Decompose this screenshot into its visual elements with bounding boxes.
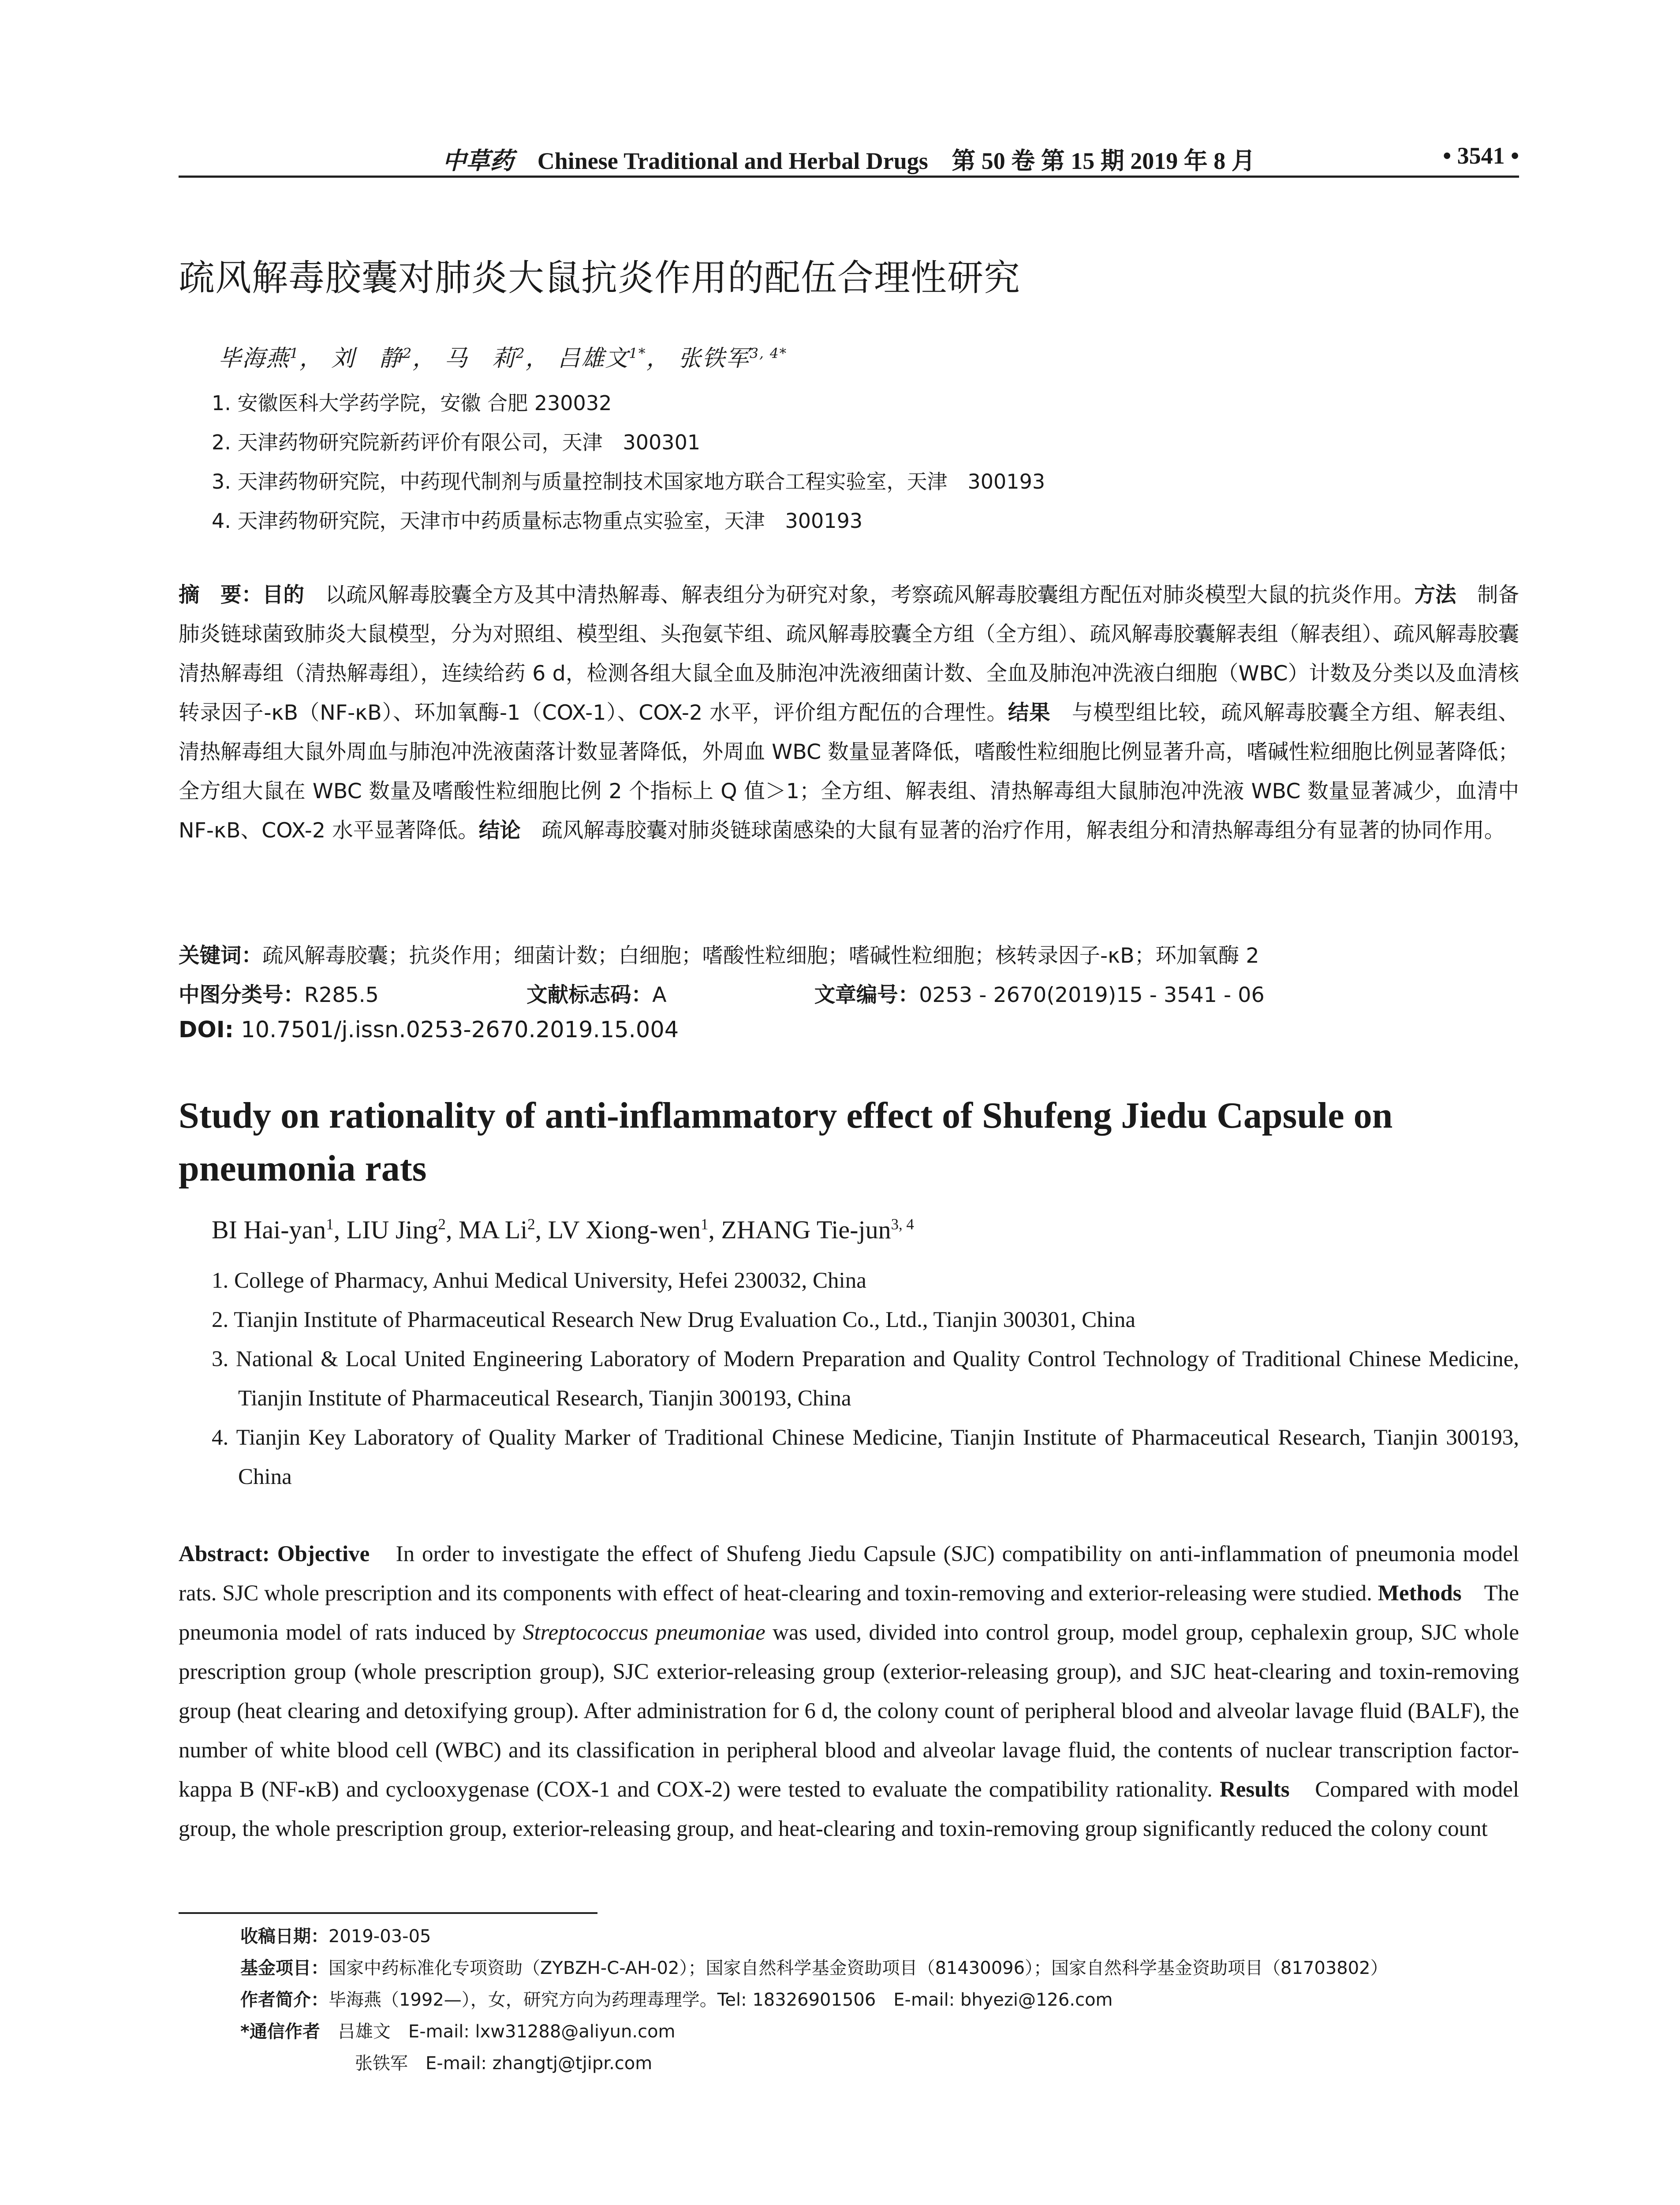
- footnote-corresponding: [240, 2016, 1519, 2048]
- doi-line: [179, 1017, 679, 1043]
- conclusion-text: 疏风解毒胶囊对肺炎链球菌感染的大鼠有显著的治疗作用，解表组分和清热解毒组分有显著的协同作用。: [520, 818, 1505, 843]
- author-affiliation-mark: 1*: [629, 345, 646, 362]
- doi-value: 10.7501/j.issn.0253-2670.2019.15.004: [234, 1017, 679, 1043]
- species-name: Streptococcus pneumoniae: [523, 1620, 765, 1645]
- received-label: 收稿日期：: [240, 1926, 329, 1947]
- article-number-label: 文章编号：: [814, 983, 919, 1007]
- results-label: Results: [1219, 1777, 1290, 1802]
- author-affiliation-mark: 3, 4*: [750, 345, 788, 362]
- running-header: [179, 140, 1519, 178]
- doc-code-value: A: [652, 983, 667, 1007]
- affiliation-item: 3. National & Local United Engineering Laboratory of Modern Preparation and Quality Control Technology of Traditional Chinese Medicine, Tianjin Institute of Pharmaceutical Research, Tianjin 300193, China: [212, 1347, 1519, 1411]
- author-affiliation-mark: 1: [326, 1215, 334, 1233]
- methods-text-continued: was used, divided into control group, model group, cephalexin group, SJC whole prescription group (whole prescription group), SJC exterior-releasing group (exterior-releasing group), and SJC heat-clearing and toxin-removing group (heat clearing and detoxifying group). After administration for 6 d, the colony count of peripheral blood and alveolar lavage fluid (BALF), the number of white blood cell (WBC) and its classification in peripheral blood and alveolar lavage fluid, the contents of nuclear transcription factor-kappa B (NF-κB) and cyclooxygenase (COX-1 and COX-2) were tested to evaluate the compatibility rationality.: [179, 1620, 1519, 1802]
- journal-name-en: Chinese Traditional and Herbal Drugs: [537, 148, 928, 174]
- methods-text: 制备肺炎链球菌致肺炎大鼠模型，分为对照组、模型组、头孢氨苄组、疏风解毒胶囊全方组（全方组）、疏风解毒胶囊解表组（解表组）、疏风解毒胶囊清热解毒组（清热解毒组），连续给药 6 d，检测各组大鼠全血及肺泡冲洗液细菌计数、全血及肺泡冲洗液白细胞（WBC）计数及分类以及血清核转录因子-κB（NF-κB）、环加氧酶-1（COX-1）、COX-2 水平，评价组方配伍的合理性。: [179, 583, 1519, 725]
- doc-code-label: 文献标志码：: [526, 983, 653, 1007]
- results-text: 与模型组比较，疏风解毒胶囊全方组、解表组、清热解毒组大鼠外周血与肺泡冲洗液菌落计数显著降低，外周血 WBC 数量显著降低，嗜酸性粒细胞比例显著升高，嗜碱性粒细胞比例显著降低；全方组大鼠在 WBC 数量及嗜酸性粒细胞比例 2 个指标上 Q 值＞1；全方组、解表组、清热解毒组大鼠肺泡冲洗液 WBC 数量显著减少，血清中 NF-κB、COX-2 水平显著降低。: [179, 701, 1519, 843]
- methods-label: Methods: [1378, 1581, 1462, 1606]
- footnote-fund: [240, 1952, 1519, 1984]
- author-name: LV Xiong-wen: [548, 1215, 701, 1244]
- keywords-cn: [179, 938, 1259, 969]
- journal-name-cn: 中草药: [442, 146, 514, 175]
- affiliation-item: 4. 天津药物研究院，天津市中药质量标志物重点实验室，天津 300193: [212, 509, 863, 533]
- corresponding-author-2: 张铁军 E-mail: zhangtj@tjipr.com: [355, 2053, 653, 2074]
- objective-label: Objective: [277, 1542, 370, 1566]
- affiliation-item: 4. Tianjin Key Laboratory of Quality Marker of Traditional Chinese Medicine, Tianjin Institute of Pharmaceutical Research, Tianjin 300193, China: [212, 1425, 1519, 1489]
- article-number-value: 0253 - 2670(2019)15 - 3541 - 06: [919, 983, 1265, 1007]
- author-bio-text: 毕海燕（1992—），女，研究方向为药理毒理学。Tel: 18326901506 E-mail: bhyezi@126.com: [329, 1990, 1113, 2010]
- author-affiliation-mark: 2: [403, 345, 413, 362]
- objective-label: 目的: [262, 583, 304, 607]
- abstract-en: [179, 1535, 1519, 1849]
- abstract-cn: [179, 576, 1519, 850]
- affiliation-item: 3. 天津药物研究院，中药现代制剂与质量控制技术国家地方联合工程实验室，天津 300193: [212, 470, 1045, 493]
- methods-text: The pneumonia model of rats induced by: [179, 1581, 1519, 1645]
- fund-label: 基金项目：: [240, 1958, 329, 1978]
- conclusion-label: 结论: [478, 818, 521, 843]
- fund-text: 国家中药标准化专项资助（ZYBZH-C-AH-02）；国家自然科学基金资助项目（81430096）；国家自然科学基金资助项目（81703802）: [329, 1958, 1388, 1978]
- clc-label: 中图分类号：: [179, 983, 304, 1007]
- affiliation-item: 2. 天津药物研究院新药评价有限公司，天津 300301: [212, 430, 701, 454]
- objective-text: 以疏风解毒胶囊全方及其中清热解毒、解表组分为研究对象，考察疏风解毒胶囊组方配伍对肺炎模型大鼠的抗炎作用。: [304, 583, 1415, 607]
- keywords-label: 关键词：: [179, 944, 262, 968]
- author-affiliation-mark: 2: [438, 1215, 446, 1233]
- abstract-label: 摘 要：: [179, 583, 262, 607]
- author-affiliation-mark: 3, 4: [891, 1215, 914, 1233]
- affiliation-list-cn: [212, 384, 1045, 541]
- article-number-field: [814, 983, 1335, 1007]
- corresponding-author-1: 吕雄文 E-mail: lxw31288@aliyun.com: [320, 2022, 676, 2042]
- keywords-text: 疏风解毒胶囊；抗炎作用；细菌计数；白细胞；嗜酸性粒细胞；嗜碱性粒细胞；核转录因子-κB；环加氧酶 2: [262, 944, 1259, 968]
- objective-text: In order to investigate the effect of Shufeng Jiedu Capsule (SJC) compatibility on anti-inflammation of pneumonia model rats. SJC whole prescription and its components with effect of heat-clearing and toxin-removing and exterior-releasing were studied.: [179, 1542, 1519, 1606]
- author-name: 吕雄文: [557, 345, 629, 372]
- author-name: 张铁军: [678, 345, 750, 372]
- author-affiliation-mark: 1: [290, 345, 299, 362]
- doc-code-field: [526, 983, 737, 1007]
- author-name: MA Li: [458, 1215, 528, 1244]
- affiliation-item: 2. Tianjin Institute of Pharmaceutical Research New Drug Evaluation Co., Ltd., Tianjin 300301, China: [212, 1308, 1135, 1332]
- footnote-divider: [179, 1912, 597, 1914]
- received-date: 2019-03-05: [329, 1926, 431, 1947]
- author-affiliation-mark: 2: [527, 1215, 535, 1233]
- classification-line: [179, 978, 1406, 1008]
- footnote-received: [240, 1921, 1519, 1952]
- affiliation-item: 1. College of Pharmacy, Anhui Medical University, Hefei 230032, China: [212, 1268, 866, 1293]
- journal-issue: 第 50 卷 第 15 期 2019 年 8 月: [952, 148, 1255, 174]
- clc-field: [179, 983, 449, 1007]
- results-text: Compared with model group, the whole prescription group, exterior-releasing group, and heat-clearing and toxin-removing group significantly reduced the colony count: [179, 1777, 1519, 1841]
- article-title-cn: 疏风解毒胶囊对肺炎大鼠抗炎作用的配伍合理性研究: [179, 257, 1021, 299]
- abstract-label: Abstract:: [179, 1542, 270, 1566]
- affiliation-item: 1. 安徽医科大学药学院，安徽 合肥 230032: [212, 391, 612, 415]
- methods-label: 方法: [1414, 583, 1456, 607]
- affiliation-list-en: [212, 1261, 1519, 1497]
- journal-citation: [179, 142, 1519, 176]
- doi-label: DOI:: [179, 1017, 234, 1043]
- author-name: LIU Jing: [346, 1215, 438, 1244]
- page-number: • 3541 •: [1443, 142, 1519, 169]
- author-affiliation-mark: 1: [701, 1215, 709, 1233]
- author-list-en: BI Hai-yan$^1$, LIU Jing$^2$, MA Li$^2$, LV Xiong-wen$^1$, ZHANG Tie-jun$^{3, 4}$: [212, 1215, 914, 1244]
- footnote-author-bio: [240, 1984, 1519, 2016]
- author-affiliation-mark: 2: [515, 345, 526, 362]
- author-name: 马 莉: [444, 345, 516, 372]
- author-list-cn: 毕海燕$^1$， 刘 静$^2$， 马 莉$^2$， 吕雄文$^{1*}$， 张铁军$^{3, 4*}$: [218, 345, 788, 372]
- article-title-en: Study on rationality of anti-inflammatory effect of Shufeng Jiedu Capsule on pneumonia rats: [179, 1095, 1393, 1189]
- author-name: 毕海燕: [218, 345, 290, 372]
- footnotes: [240, 1921, 1519, 2079]
- author-name: ZHANG Tie-jun: [721, 1215, 891, 1244]
- footnote-corresponding-2: [240, 2048, 1519, 2079]
- clc-value: R285.5: [304, 983, 379, 1007]
- results-label: 结果: [1008, 701, 1051, 725]
- author-bio-label: 作者简介：: [240, 1990, 329, 2010]
- author-name: 刘 静: [331, 345, 403, 372]
- corresponding-label: *通信作者: [240, 2022, 320, 2042]
- author-name: BI Hai-yan: [212, 1215, 326, 1244]
